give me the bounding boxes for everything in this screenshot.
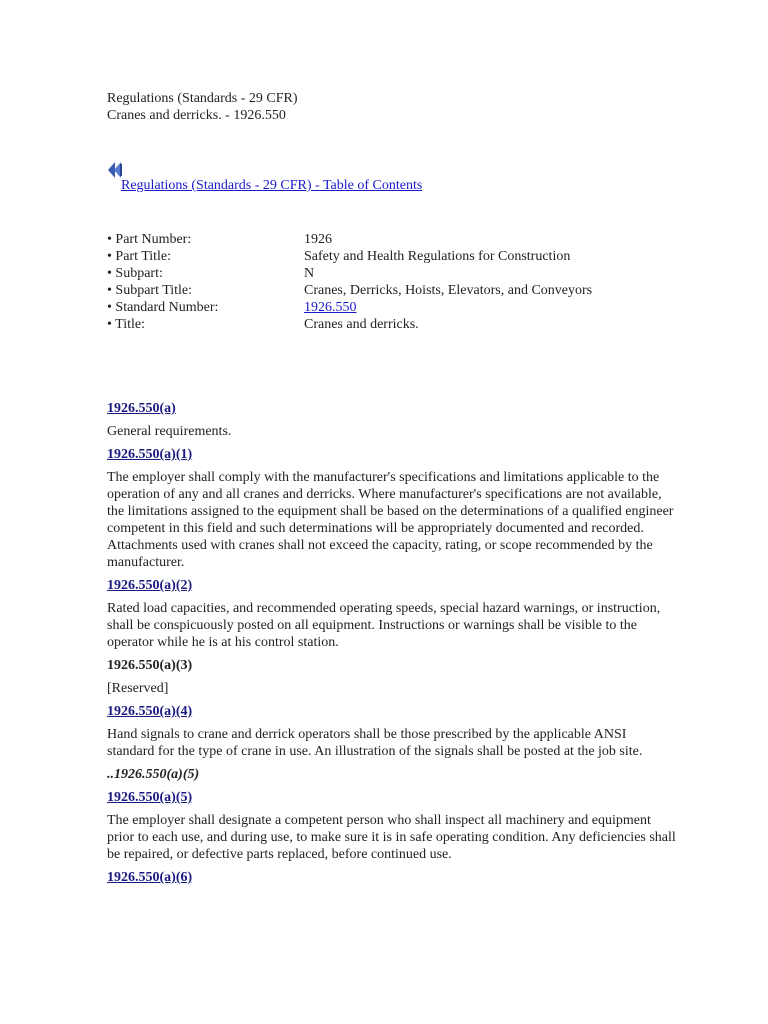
section-text-a5: The employer shall designate a competent person who shall inspect all machinery and equipment prior to each use, and during use, to make sure it is in safe operating condition. Any deficiencies shall be repaired, or defective parts replaced, before continued use. bbox=[107, 813, 676, 862]
subpart-title-label: • Subpart Title: bbox=[107, 283, 193, 298]
standard-number-label: • Standard Number: bbox=[107, 300, 219, 315]
section-text-a4: Hand signals to crane and derrick operators shall be those prescribed by the applicable ANSI standard for the type of crane in use. An illustration of the signals shall be posted at the job site. bbox=[107, 727, 643, 759]
back-arrow-icon[interactable] bbox=[107, 161, 123, 179]
document-header bbox=[107, 90, 677, 124]
table-of-contents-link[interactable]: Regulations (Standards - 29 CFR) - Table of Contents bbox=[121, 178, 423, 193]
section-text-a: General requirements. bbox=[107, 424, 232, 439]
meta-row-subpart-title bbox=[107, 282, 677, 299]
part-number-value: 1926 bbox=[304, 232, 332, 247]
section-text-a1: The employer shall comply with the manufacturer's specifications and limitations applicable to the operation of any and all cranes and derricks. Where manufacturer's specifications are not available, the limitations assigned to the equipment shall be based on the determinations of a qualified engineer competent in this field and such determinations will be appropriately documented and recorded. Attachments used with cranes shall not exceed the capacity, rating, or scope recommended by the manufacturer. bbox=[107, 470, 674, 570]
meta-row-standard-number bbox=[107, 299, 677, 316]
header-regulations-title: Regulations (Standards - 29 CFR) bbox=[107, 91, 298, 106]
header-standard-title: Cranes and derricks. - 1926.550 bbox=[107, 108, 286, 123]
section-heading-a[interactable]: 1926.550(a) bbox=[107, 401, 176, 416]
document-page bbox=[107, 90, 677, 892]
subpart-label: • Subpart: bbox=[107, 266, 163, 281]
section-text-a3: [Reserved] bbox=[107, 681, 169, 696]
part-title-value: Safety and Health Regulations for Construction bbox=[304, 249, 571, 264]
standard-number-value bbox=[304, 299, 357, 316]
meta-row-part-title bbox=[107, 248, 677, 265]
metadata-list bbox=[107, 231, 677, 333]
subpart-value: N bbox=[304, 266, 315, 281]
meta-row-title bbox=[107, 316, 677, 333]
section-heading-a1[interactable]: 1926.550(a)(1) bbox=[107, 447, 193, 462]
title-label: • Title: bbox=[107, 317, 145, 332]
section-heading-a2[interactable]: 1926.550(a)(2) bbox=[107, 578, 193, 593]
section-text-a2: Rated load capacities, and recommended operating speeds, special hazard warnings, or instruction, shall be conspicuously posted on all equipment. Instructions or warnings shall be visible to the operator while he is at his control station. bbox=[107, 601, 661, 650]
section-heading-a4[interactable]: 1926.550(a)(4) bbox=[107, 704, 193, 719]
part-number-label: • Part Number: bbox=[107, 232, 192, 247]
standard-number-link[interactable]: 1926.550 bbox=[304, 300, 357, 315]
subpart-title-value: Cranes, Derricks, Hoists, Elevators, and Conveyors bbox=[304, 283, 593, 298]
part-title-label: • Part Title: bbox=[107, 249, 172, 264]
section-heading-a3: 1926.550(a)(3) bbox=[107, 658, 193, 673]
meta-row-subpart bbox=[107, 265, 677, 282]
navigation-block bbox=[107, 161, 677, 203]
meta-row-part-number bbox=[107, 231, 677, 248]
section-heading-a6[interactable]: 1926.550(a)(6) bbox=[107, 870, 193, 885]
regulation-sections bbox=[107, 400, 677, 886]
page-marker-a5: ..1926.550(a)(5) bbox=[107, 767, 200, 782]
section-heading-a5[interactable]: 1926.550(a)(5) bbox=[107, 790, 193, 805]
title-value: Cranes and derricks. bbox=[304, 317, 419, 332]
